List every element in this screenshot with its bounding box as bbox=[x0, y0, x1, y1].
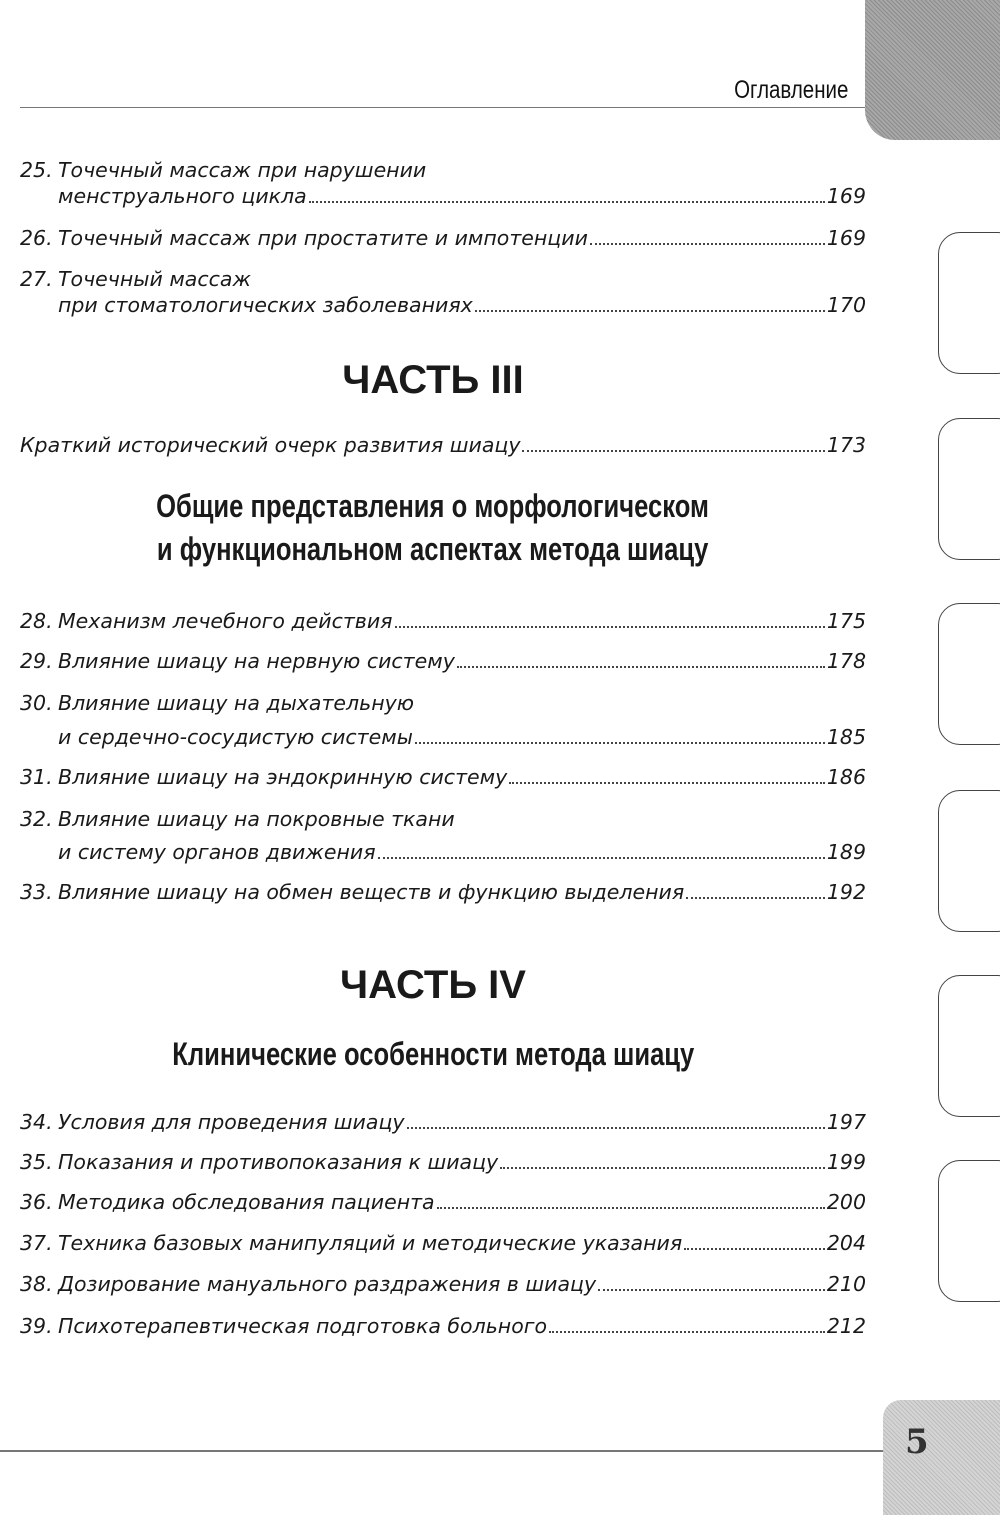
entry-number: 26. bbox=[20, 226, 53, 250]
entry-number: 29. bbox=[20, 649, 53, 673]
toc-entry-line[interactable] bbox=[20, 158, 866, 184]
toc-entry-line[interactable] bbox=[20, 433, 866, 459]
dot-leader bbox=[415, 742, 825, 744]
toc-entry-line[interactable] bbox=[20, 840, 866, 866]
section-heading bbox=[0, 531, 866, 568]
entry-title: Техника базовых манипуляций и методические указания bbox=[58, 1231, 683, 1255]
toc-entry-line[interactable] bbox=[20, 267, 866, 293]
entry-title: Влияние шиацу на покровные ткани bbox=[58, 807, 455, 831]
entry-title: Точечный массаж при простатите и импотенции bbox=[58, 226, 588, 250]
entry-title: Методика обследования пациента bbox=[58, 1190, 435, 1214]
side-tab bbox=[938, 790, 1000, 932]
entry-page: 200 bbox=[826, 1190, 866, 1214]
entry-title: Точечный массаж при нарушении bbox=[58, 158, 427, 182]
entry-number: 25. bbox=[20, 158, 53, 182]
entry-number: 31. bbox=[20, 765, 53, 789]
entry-page: 212 bbox=[826, 1314, 866, 1338]
entry-page: 169 bbox=[826, 226, 866, 250]
entry-page: 204 bbox=[826, 1231, 866, 1255]
entry-title: Условия для проведения шиацу bbox=[58, 1110, 405, 1134]
dot-leader bbox=[309, 201, 825, 203]
toc-entry-line[interactable] bbox=[20, 880, 866, 906]
corner-tab-top bbox=[865, 0, 1000, 140]
entry-page: 170 bbox=[826, 293, 866, 317]
dot-leader bbox=[407, 1127, 825, 1129]
entry-title: Влияние шиацу на нервную систему bbox=[58, 649, 455, 673]
dot-leader bbox=[457, 666, 825, 668]
toc-entry-line[interactable] bbox=[20, 807, 866, 833]
entry-number: 28. bbox=[20, 609, 53, 633]
entry-page: 197 bbox=[826, 1110, 866, 1134]
entry-number: 30. bbox=[20, 691, 53, 715]
footer-rule bbox=[0, 1450, 883, 1452]
entry-title: Влияние шиацу на эндокринную систему bbox=[58, 765, 508, 789]
entry-title: Механизм лечебного действия bbox=[58, 609, 393, 633]
entry-title: и систему органов движения bbox=[58, 840, 376, 864]
entry-title: Дозирование мануального раздражения в шиацу bbox=[58, 1272, 597, 1296]
section-heading-text: и функциональном аспектах метода шиацу bbox=[157, 531, 709, 567]
entry-page: 210 bbox=[826, 1272, 866, 1296]
toc-entry-line[interactable] bbox=[20, 1110, 866, 1136]
toc-entry-line[interactable] bbox=[20, 226, 866, 252]
entry-page: 169 bbox=[826, 184, 866, 208]
entry-page: 199 bbox=[826, 1150, 866, 1174]
entry-title: Влияние шиацу на дыхательную bbox=[58, 691, 414, 715]
part-heading: ЧАСТЬ IV bbox=[340, 963, 526, 1007]
dot-leader bbox=[549, 1331, 825, 1333]
entry-title: Психотерапевтическая подготовка больного bbox=[58, 1314, 548, 1338]
dot-leader bbox=[590, 243, 825, 245]
entry-title: Показания и противопоказания к шиацу bbox=[58, 1150, 499, 1174]
entry-title: Точечный массаж bbox=[58, 267, 251, 291]
toc-entry-line[interactable] bbox=[20, 765, 866, 791]
toc-entry-line[interactable] bbox=[20, 725, 866, 751]
entry-number: 27. bbox=[20, 267, 53, 291]
page-number: 5 bbox=[905, 1422, 929, 1462]
entry-title: и сердечно-сосудистую системы bbox=[58, 725, 413, 749]
entry-title: Краткий исторический очерк развития шиацу bbox=[20, 433, 521, 457]
entry-title: менструального цикла bbox=[58, 184, 307, 208]
entry-page: 173 bbox=[826, 433, 866, 457]
running-header: Оглавление bbox=[733, 76, 848, 104]
dot-leader bbox=[684, 1248, 825, 1250]
dot-leader bbox=[686, 897, 825, 899]
part-heading: ЧАСТЬ III bbox=[342, 358, 524, 402]
entry-page: 186 bbox=[826, 765, 866, 789]
toc-entry-line[interactable] bbox=[20, 1190, 866, 1216]
dot-leader bbox=[598, 1289, 825, 1291]
side-tab bbox=[938, 418, 1000, 560]
entry-number: 36. bbox=[20, 1190, 53, 1214]
entry-title: при стоматологических заболеваниях bbox=[58, 293, 473, 317]
entry-title: Влияние шиацу на обмен веществ и функцию выделения bbox=[58, 880, 685, 904]
toc-entry-line[interactable] bbox=[20, 1314, 866, 1340]
section-heading bbox=[0, 488, 866, 525]
toc-entry-line[interactable] bbox=[20, 691, 866, 717]
side-tab bbox=[938, 975, 1000, 1117]
corner-tab-bottom bbox=[883, 1400, 1000, 1515]
entry-number: 35. bbox=[20, 1150, 53, 1174]
entry-number: 39. bbox=[20, 1314, 53, 1338]
toc-entry-line[interactable] bbox=[20, 649, 866, 675]
section-heading-text: Клинические особенности метода шиацу bbox=[171, 1036, 695, 1072]
dot-leader bbox=[378, 857, 825, 859]
toc-entry-line[interactable] bbox=[20, 1150, 866, 1176]
dot-leader bbox=[500, 1167, 825, 1169]
dot-leader bbox=[437, 1207, 825, 1209]
toc-entry-line[interactable] bbox=[20, 1231, 866, 1257]
side-tab bbox=[938, 232, 1000, 374]
toc-entry-line[interactable] bbox=[20, 184, 866, 210]
dot-leader bbox=[395, 626, 825, 628]
side-tab bbox=[938, 1160, 1000, 1302]
toc-entry-line[interactable] bbox=[20, 293, 866, 319]
entry-number: 37. bbox=[20, 1231, 53, 1255]
entry-page: 192 bbox=[826, 880, 866, 904]
section-heading bbox=[0, 1036, 866, 1073]
section-heading-text: Общие представления о морфологическом bbox=[156, 488, 710, 524]
entry-number: 34. bbox=[20, 1110, 53, 1134]
entry-page: 185 bbox=[826, 725, 866, 749]
entry-page: 178 bbox=[826, 649, 866, 673]
entry-number: 38. bbox=[20, 1272, 53, 1296]
entry-number: 32. bbox=[20, 807, 53, 831]
dot-leader bbox=[522, 450, 824, 452]
header-rule bbox=[20, 107, 865, 108]
entry-page: 189 bbox=[826, 840, 866, 864]
side-tab bbox=[938, 603, 1000, 745]
dot-leader bbox=[475, 310, 825, 312]
entry-number: 33. bbox=[20, 880, 53, 904]
dot-leader bbox=[509, 782, 825, 784]
toc-entry-line[interactable] bbox=[20, 609, 866, 635]
toc-entry-line[interactable] bbox=[20, 1272, 866, 1298]
entry-page: 175 bbox=[826, 609, 866, 633]
